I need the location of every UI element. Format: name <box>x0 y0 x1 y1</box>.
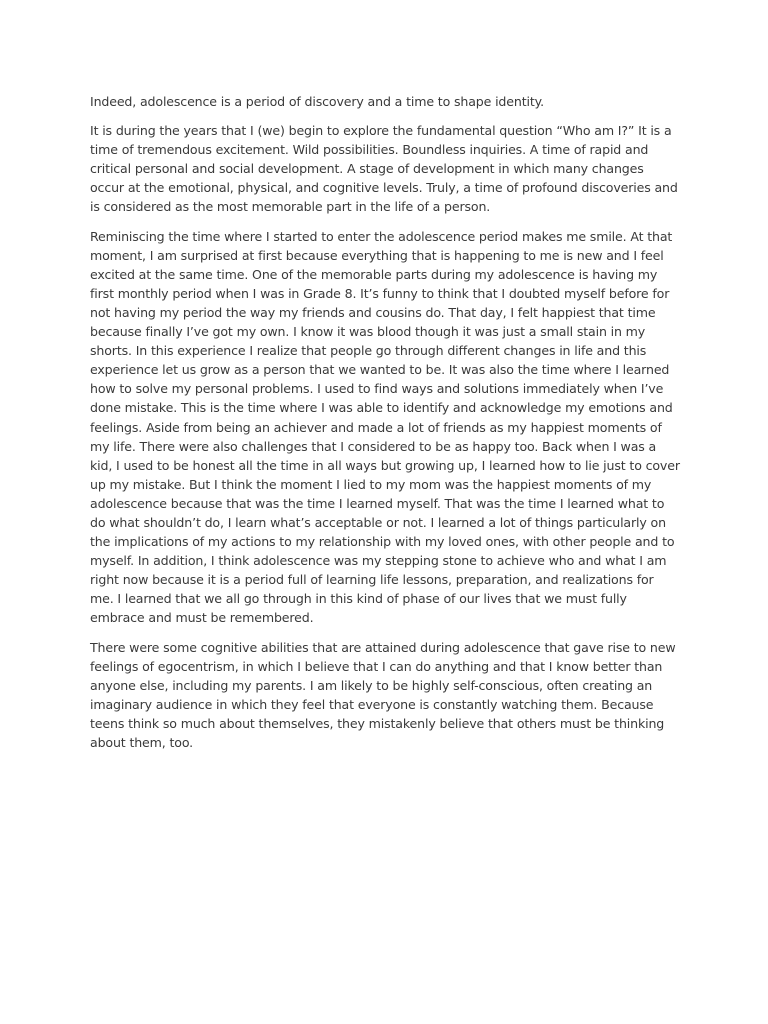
document-body <box>90 92 680 762</box>
paragraph-intro: Indeed, adolescence is a period of discovery and a time to shape identity. <box>90 94 544 109</box>
paragraph-reminiscing: Reminiscing the time where I started to enter the adolescence period makes me smile. At that moment, I am surprised at first because everything that is happening to me is new and I feel excited at the same time. One of the memorable parts during my adolescence is having my first monthly period when I was in Grade 8. It’s funny to think that I doubted myself before for not having my period the way my friends and cousins do. That day, I felt happiest that time because finally I’ve got my own. I know it was blood though it was just a small stain in my shorts. In this experience I realize that people go through different changes in life and this experience let us grow as a person that we wanted to be. It was also the time where I learned how to solve my personal problems. I used to find ways and solutions immediately when I’ve done mistake. This is the time where I was able to identify and acknowledge my emotions and feelings. Aside from being an achiever and made a lot of friends as my happiest moments of my life. There were also challenges that I considered to be as happy too. Back when I was a kid, I used to be honest all the time in all ways but growing up, I learned how to lie just to cover up my mistake. But I think the moment I lied to my mom was the happiest moments of my adolescence because that was the time I learned myself. That was the time I learned what to do what shouldn’t do, I learn what’s acceptable or not. I learned a lot of things particularly on the implications of my actions to my relationship with my loved ones, with other people and to myself. In addition, I think adolescence was my stepping stone to achieve who and what I am right now because it is a period full of learning life lessons, preparation, and realizations for me. I learned that we all go through in this kind of phase of our lives that we must fully embrace and must be remembered. <box>90 228 680 626</box>
paragraph-identity: It is during the years that I (we) begin to explore the fundamental question “Who am I?” It is a time of tremendous excitement. Wild possibilities. Boundless inquiries. A time of rapid and critical personal and social development. A stage of development in which many changes occur at the emotional, physical, and cognitive levels. Truly, a time of profound discoveries and is considered as the most memorable part in the life of a person. <box>90 123 678 215</box>
paragraph-egocentrism: There were some cognitive abilities that are attained during adolescence that gave rise to new feelings of egocentrism, in which I believe that I can do anything and that I know better than anyone else, including my parents. I am likely to be highly self-conscious, often creating an imaginary audience in which they feel that everyone is constantly watching them. Because teens think so much about themselves, they mistakenly believe that others must be thinking about them, too. <box>90 639 676 750</box>
